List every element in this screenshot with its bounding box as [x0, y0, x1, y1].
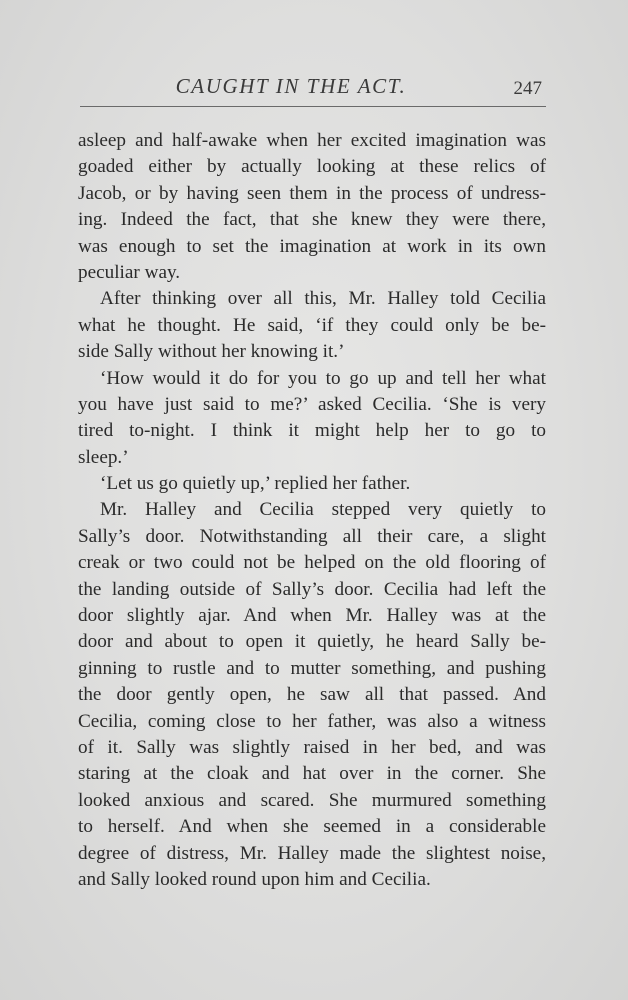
text-line: goaded either by actually looking at these relics of	[78, 156, 546, 178]
text-line: and Sally looked round upon him and Cecilia.	[78, 868, 431, 890]
text-line: After thinking over all this, Mr. Halley told Cecilia	[100, 288, 546, 310]
text-line: the door gently open, he saw all that passed. And	[78, 684, 546, 706]
text-line: what he thought. He said, ‘if they could only be be-	[78, 314, 546, 336]
header-rule	[80, 106, 546, 107]
text-line: ing. Indeed the fact, that she knew they were there,	[78, 209, 546, 231]
text-line: looked anxious and scared. She murmured something	[78, 789, 546, 811]
body-text	[78, 128, 546, 893]
text-line: degree of distress, Mr. Halley made the slightest noise,	[78, 842, 546, 864]
text-line: sleep.’	[78, 446, 129, 468]
text-line: was enough to set the imagination at work in its own	[78, 235, 546, 257]
text-line: staring at the cloak and hat over in the corner. She	[78, 763, 546, 785]
text-line: tired to-night. I think it might help her to go to	[78, 420, 546, 442]
text-line: to herself. And when she seemed in a considerable	[78, 816, 546, 838]
text-line: ‘How would it do for you to go up and tell her what	[100, 367, 546, 389]
text-line: door slightly ajar. And when Mr. Halley was at the	[78, 605, 546, 627]
page-number: 247	[513, 78, 542, 99]
text-line: you have just said to me?’ asked Cecilia. ‘She is very	[78, 393, 546, 415]
text-line: ginning to rustle and to mutter something, and pushing	[78, 657, 546, 679]
text-line: ‘Let us go quietly up,’ replied her father.	[100, 473, 411, 495]
text-line: door and about to open it quietly, he heard Sally be-	[78, 631, 546, 653]
text-line: creak or two could not be helped on the old flooring of	[78, 552, 546, 574]
text-line: peculiar way.	[78, 261, 181, 283]
text-line: Jacob, or by having seen them in the process of undress-	[78, 182, 546, 204]
text-line: Sally’s door. Notwithstanding all their care, a slight	[78, 525, 546, 547]
text-line: Mr. Halley and Cecilia stepped very quietly to	[100, 499, 546, 521]
text-line: asleep and half-awake when her excited imagination was	[78, 130, 546, 151]
running-head	[80, 72, 546, 102]
text-line: Cecilia, coming close to her father, was also a witness	[78, 710, 546, 732]
text-line: side Sally without her knowing it.’	[78, 341, 345, 363]
text-line: the landing outside of Sally’s door. Cecilia had left the	[78, 578, 546, 600]
text-line: of it. Sally was slightly raised in her bed, and was	[78, 736, 546, 758]
running-title: CAUGHT IN THE ACT.	[175, 74, 407, 98]
